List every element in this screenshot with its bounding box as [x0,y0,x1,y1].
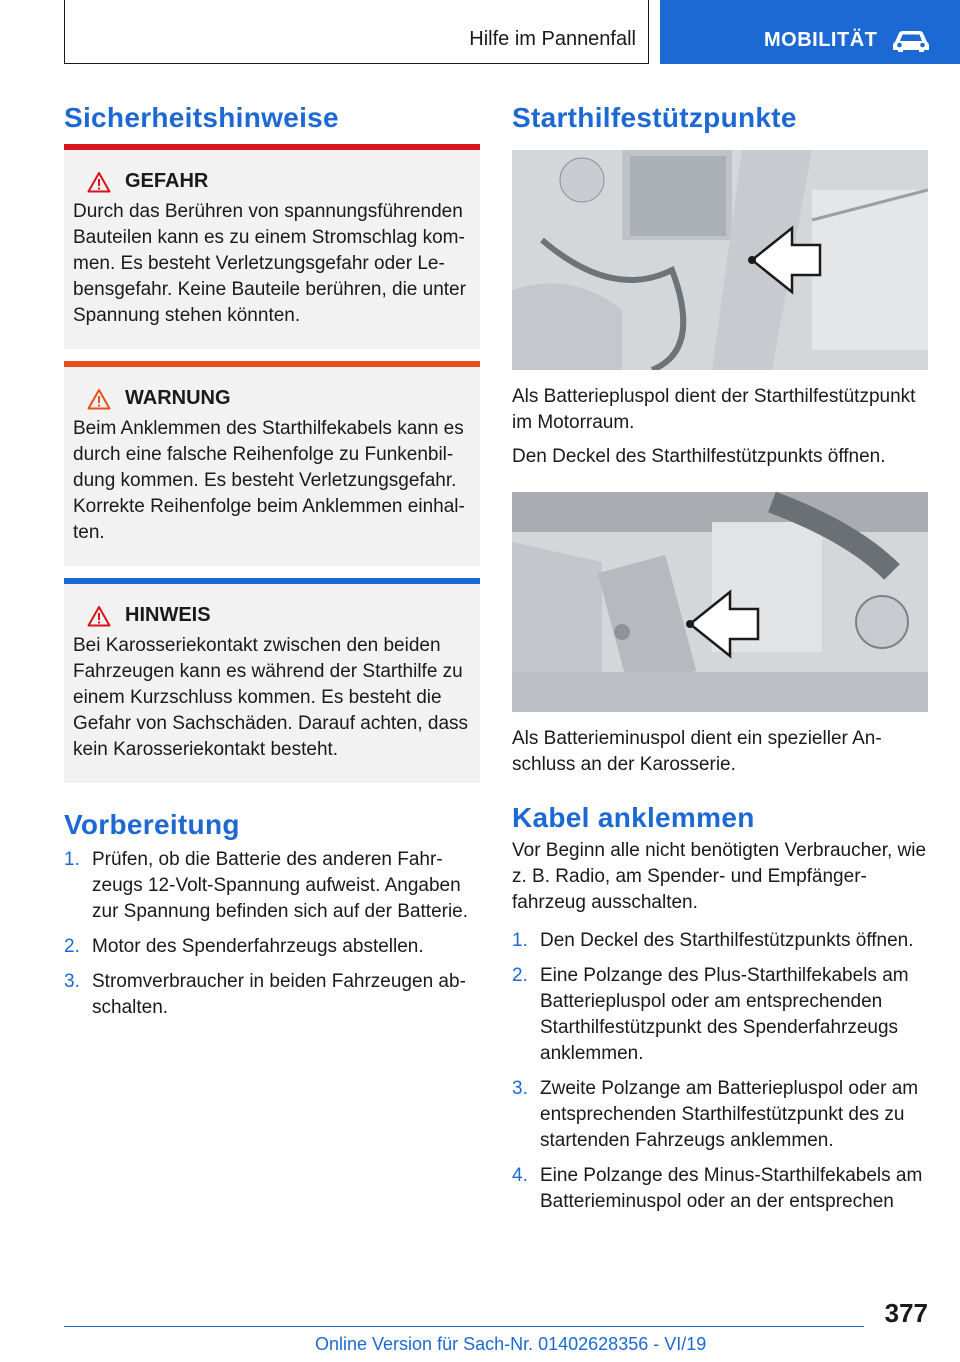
step-text: Motor des Spenderfahrzeugs abstellen. [92,936,424,957]
header-chapter-tab[interactable] [660,0,960,64]
connect-cables-heading: Kabel anklemmen [512,802,755,833]
connect-cables-intro: Vor Beginn alle nicht benötigten Verbraucher, wie z. B. Radio, am Spender- und Empfängerfahrzeug ausschalten. [512,840,927,913]
right-column [512,100,928,1224]
step-number: 2. [512,965,528,986]
step-text: Prüfen, ob die Batterie des anderen Fahrzeugs 12-Volt-Spannung aufweist. Angaben zur Spannung befinden sich auf der Batterie. [92,849,469,922]
step-text: Zweite Polzange am Batteriepluspol oder am entsprechenden Starthilfestützpunkt des zu startenden Fahrzeugs anklemmen. [540,1078,919,1151]
engine-photo-positive-terminal [512,150,928,370]
danger-title: GEFAHR [125,170,209,192]
header-chapter-title: MOBILITÄT [764,29,878,51]
engine-photo-negative-terminal [512,492,928,712]
warning-text: Beim Anklemmen des Starthilfekabels kann es durch eine falsche Reihenfolge zu Funkenbildung kommen. Es besteht Verletzungsgefahr. Korrekte Reihenfolge beim Anklemmen einhalten. [73,418,465,543]
left-column [64,100,480,1030]
list-item [64,969,480,1021]
step-number: 3. [512,1078,528,1099]
list-item [512,1076,928,1154]
online-version-text: Online Version für Sach-Nr. 01402628356 - VI/19 [315,1334,707,1354]
prep-steps-list [64,847,480,1021]
step-text: Eine Polzange des Plus-Starthilfekabels am Batteriepluspol oder am entsprechenden Starthilfestützpunkt des Spenderfahrzeugs anklemmen. [540,965,909,1064]
step-number: 3. [64,971,80,992]
warning-triangle-icon [87,388,111,410]
prep-heading: Vorbereitung [64,809,240,840]
list-item [512,1163,928,1215]
positive-terminal-text: Als Batteriepluspol dient der Starthilfestützpunkt im Motorraum. [512,386,916,433]
notice-text: Bei Karosseriekontakt zwischen den beiden Fahrzeugen kann es während der Starthilfe zu einem Kurzschluss kommen. Es besteht die Gefahr von Sachschäden. Darauf achten, dass kein Karosseriekontakt besteht. [73,635,469,760]
step-text: Stromverbraucher in beiden Fahrzeugen abschalten. [92,971,466,1018]
warning-title: WARNUNG [125,387,231,409]
notice-box [64,578,480,783]
danger-text: Durch das Berühren von spannungsführenden Bauteilen kann es zu einem Stromschlag kommen. Es besteht Verletzungsgefahr oder Lebensgefahr. Keine Bauteile berühren, die unter Spannung stehen könnten. [73,201,466,326]
list-item [64,847,480,925]
footer-divider [64,1326,864,1327]
header-section-title: Hilfe im Pannenfall [469,28,636,50]
open-cover-text: Den Deckel des Starthilfestützpunkts öffnen. [512,446,886,467]
step-number: 2. [64,936,80,957]
warning-triangle-icon [87,605,111,627]
step-text: Den Deckel des Starthilfestützpunkts öffnen. [540,930,914,951]
step-number: 1. [512,930,528,951]
car-icon [891,28,931,54]
jump-points-heading: Starthilfestützpunkte [512,102,797,133]
step-number: 4. [512,1165,528,1186]
warning-triangle-icon [87,171,111,193]
page-number: 377 [884,1298,928,1328]
list-item [64,934,480,960]
danger-box [64,144,480,349]
negative-terminal-text: Als Batterieminuspol dient ein spezieller Anschluss an der Karosserie. [512,728,882,775]
cable-steps-list [512,928,928,1215]
list-item [512,963,928,1067]
step-number: 1. [64,849,80,870]
step-text: Eine Polzange des Minus-Starthilfekabels am Batterieminuspol oder an der entsprechen [540,1165,923,1212]
header-section-box [64,0,649,64]
notice-title: HINWEIS [125,604,211,626]
list-item [512,928,928,954]
safety-heading: Sicherheitshinweise [64,102,339,133]
warning-box [64,361,480,566]
